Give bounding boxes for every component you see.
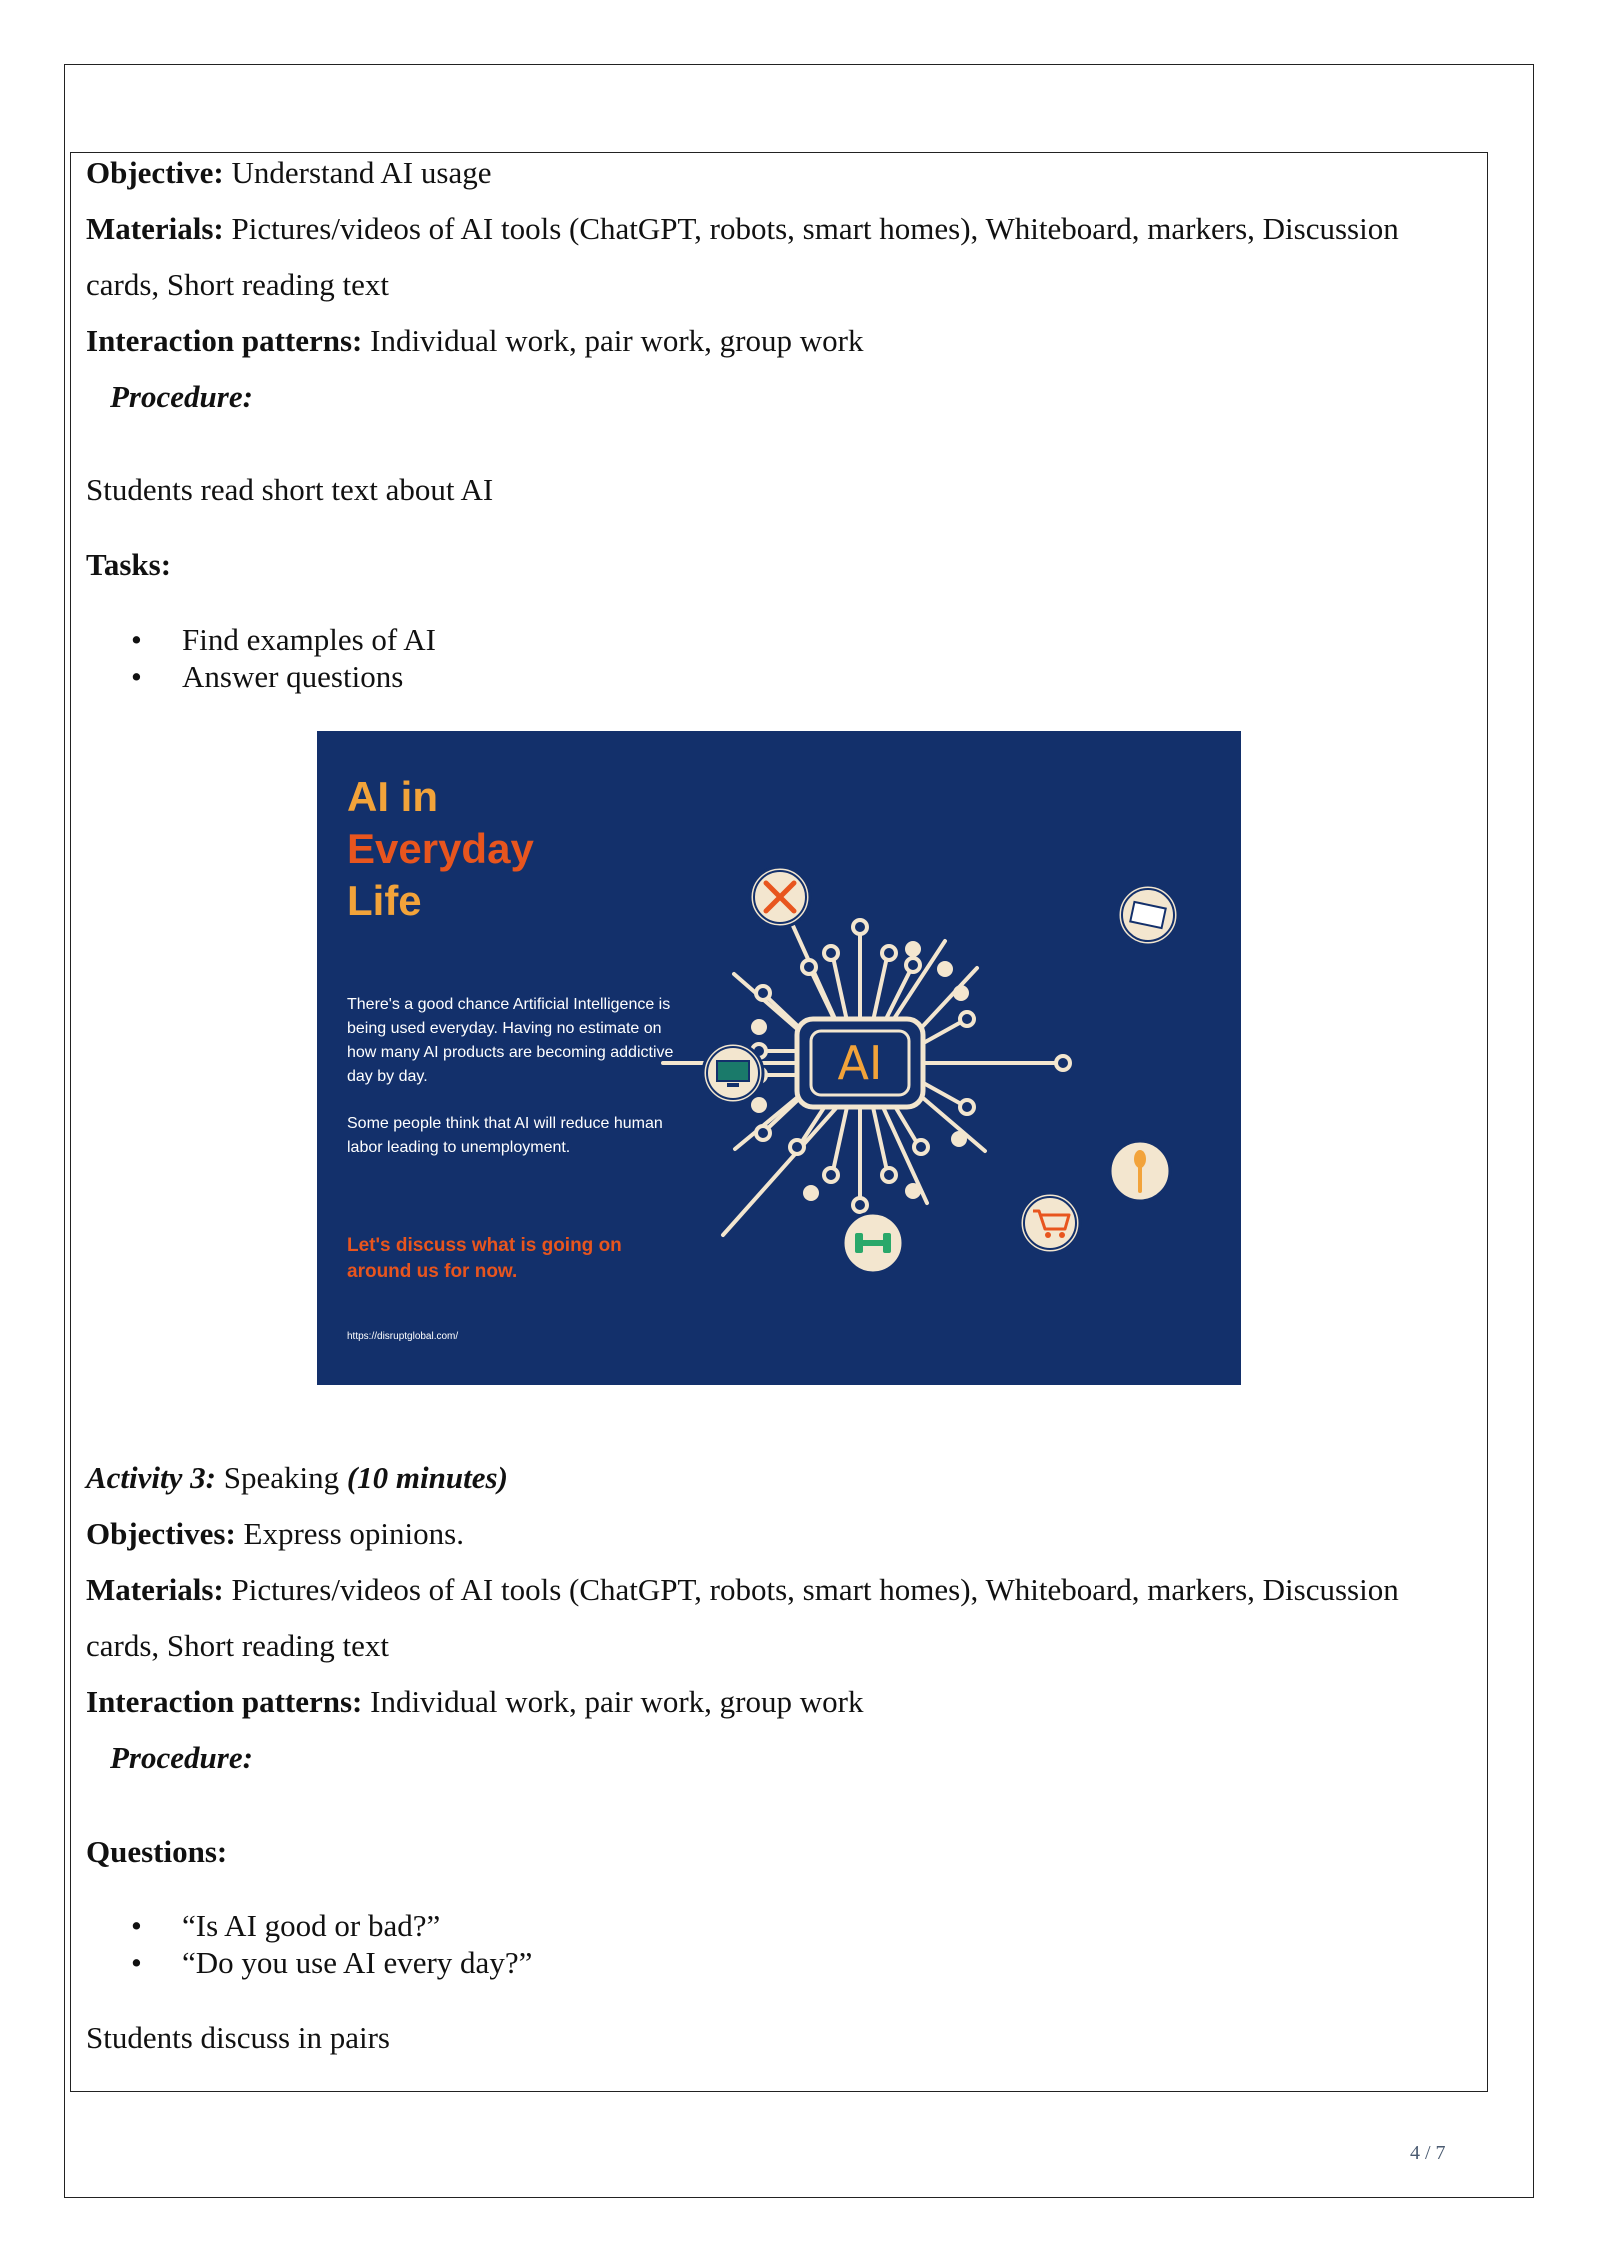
- bullet-glyph: •: [131, 1908, 142, 1943]
- interaction-text: Individual work, pair work, group work: [370, 1684, 864, 1719]
- materials-line-continued: cards, Short reading text: [86, 1628, 390, 1663]
- activity-label: Activity 3:: [86, 1460, 216, 1495]
- objectives-line: [86, 1514, 464, 1554]
- bullet-glyph: •: [131, 1945, 142, 1980]
- dumbbell-icon: [843, 1213, 903, 1273]
- fork-knife-icon: [750, 867, 810, 927]
- envelope-icon: [1118, 885, 1178, 945]
- infographic-paragraph: Some people think that AI will reduce human labor leading to unemployment.: [347, 1115, 663, 1156]
- bullet-glyph: •: [131, 622, 142, 657]
- materials-text: Pictures/videos of AI tools (ChatGPT, robots, smart homes), Whiteboard, markers, Discussion: [231, 211, 1399, 246]
- spoon-icon: [1110, 1141, 1170, 1201]
- materials-label: Materials:: [86, 1572, 224, 1607]
- infographic-title-line: AI in: [347, 773, 438, 820]
- interaction-text: Individual work, pair work, group work: [370, 323, 864, 358]
- question-item: “Is AI good or bad?”: [182, 1908, 441, 1943]
- questions-heading: Questions:: [86, 1834, 228, 1869]
- ai-circuit-diagram: [317, 731, 1241, 1385]
- interaction-line: [86, 321, 863, 361]
- activity-text: Speaking: [223, 1460, 340, 1495]
- interaction-line: [86, 1682, 863, 1722]
- ai-chip-label: AI: [837, 1036, 883, 1090]
- materials-line-continued: cards, Short reading text: [86, 267, 390, 302]
- task-item: Find examples of AI: [182, 622, 436, 657]
- materials-line: [86, 209, 1399, 249]
- materials-text: Pictures/videos of AI tools (ChatGPT, robots, smart homes), Whiteboard, markers, Discussion: [231, 1572, 1399, 1607]
- cart-icon: [1020, 1193, 1080, 1253]
- objectives-label: Objectives:: [86, 1516, 236, 1551]
- interaction-label: Interaction patterns:: [86, 1684, 363, 1719]
- objectives-text: Express opinions.: [243, 1516, 464, 1551]
- infographic-title-line: Everyday: [347, 825, 534, 872]
- objective-label: Objective:: [86, 155, 224, 190]
- page-number: 4 / 7: [1410, 2142, 1446, 2164]
- materials-label: Materials:: [86, 211, 224, 246]
- bullet-glyph: •: [131, 659, 142, 694]
- infographic-paragraph: There's a good chance Artificial Intelligence is being used everyday. Having no estimate on how many AI products are becoming addictive day by day.: [347, 996, 674, 1085]
- infographic-url: https://disruptglobal.com/: [347, 1331, 459, 1342]
- monitor-icon: [703, 1043, 763, 1103]
- objective-text: Understand AI usage: [231, 155, 492, 190]
- procedure-heading: Procedure:: [110, 379, 253, 414]
- tasks-heading: Tasks:: [86, 547, 172, 582]
- objective-line: [86, 153, 491, 193]
- question-item: “Do you use AI every day?”: [182, 1945, 533, 1980]
- task-item: Answer questions: [182, 659, 404, 694]
- closing-text: Students discuss in pairs: [86, 2020, 390, 2055]
- infographic-call-to-action: Let's discuss what is going on around us for now.: [347, 1235, 622, 1282]
- interaction-label: Interaction patterns:: [86, 323, 363, 358]
- ai-everyday-life-infographic: [317, 731, 1241, 1385]
- activity-heading: [86, 1458, 508, 1498]
- procedure-heading: Procedure:: [110, 1740, 253, 1775]
- infographic-title-line: Life: [347, 877, 422, 924]
- activity-duration: (10 minutes): [346, 1460, 508, 1495]
- reading-text: Students read short text about AI: [86, 472, 494, 507]
- materials-line: [86, 1570, 1399, 1610]
